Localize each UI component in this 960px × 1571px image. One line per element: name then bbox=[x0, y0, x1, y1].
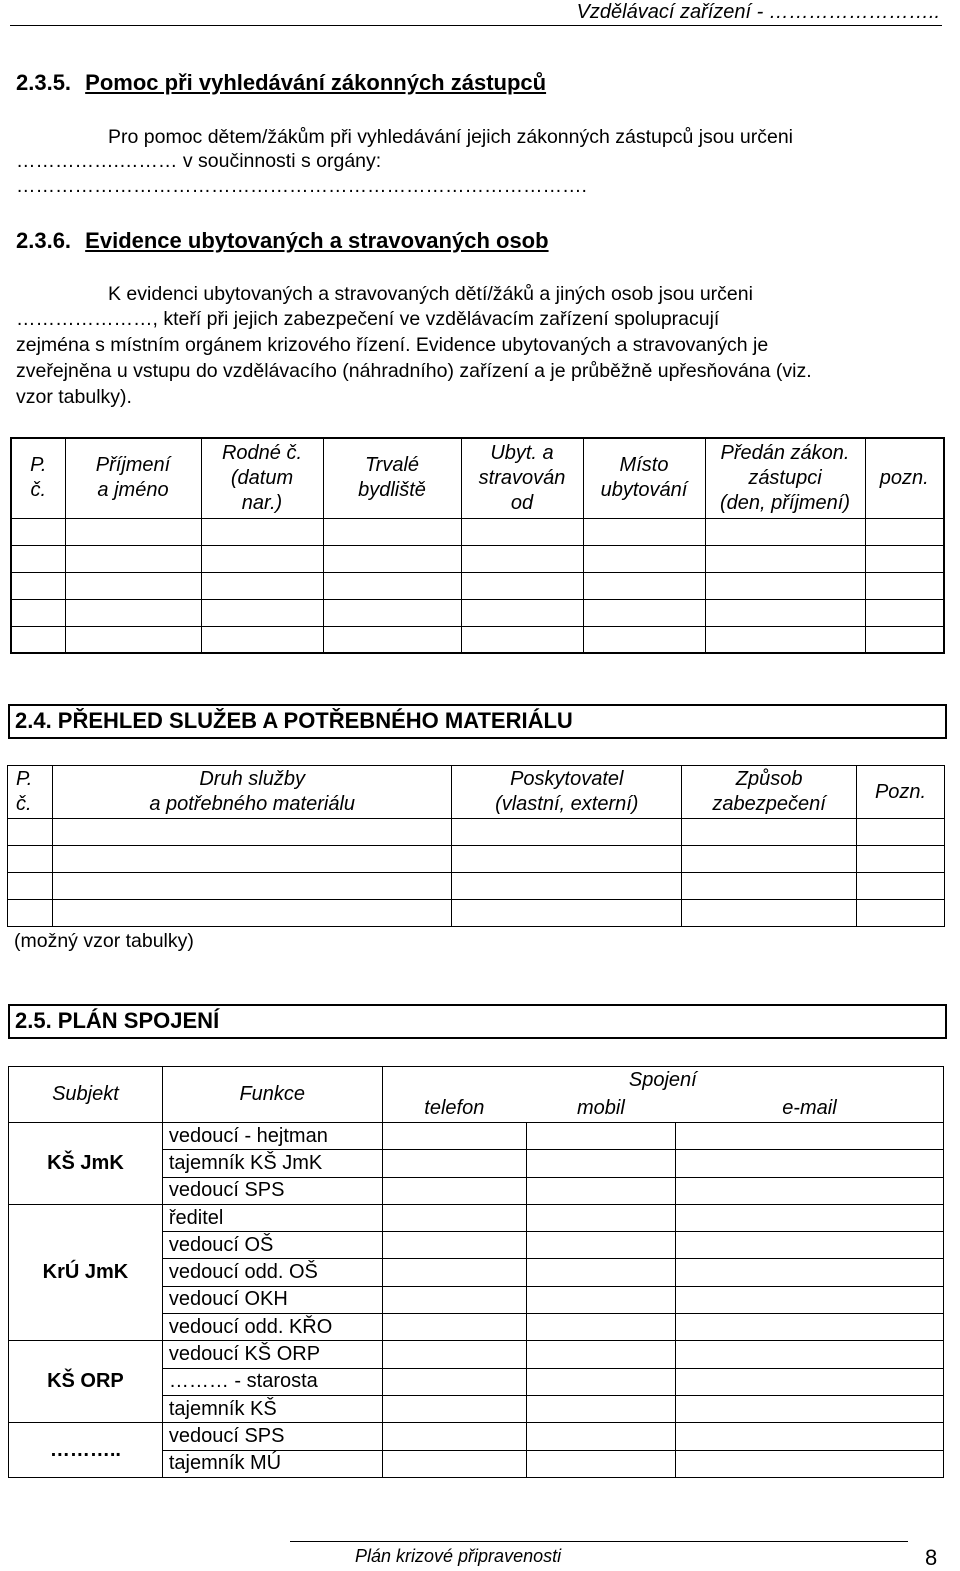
plan-function: vedoucí OŠ bbox=[162, 1232, 382, 1259]
plan-phone-cell bbox=[382, 1368, 526, 1395]
section-235-number: 2.3.5. bbox=[16, 70, 72, 95]
plan-subject: ……….. bbox=[9, 1423, 163, 1478]
plan-mobile-cell bbox=[526, 1450, 676, 1477]
section-235-line2: …………….……… v součinnosti s orgány: bbox=[16, 150, 382, 172]
plan-phone-cell bbox=[382, 1177, 526, 1204]
evidence-header-row bbox=[11, 438, 944, 518]
plan-phone-cell bbox=[382, 1123, 526, 1150]
plan-email-cell bbox=[676, 1450, 944, 1477]
page-number: 8 bbox=[925, 1545, 938, 1570]
plan-email-cell bbox=[676, 1286, 944, 1313]
plan-subject: KŠ ORP bbox=[9, 1341, 163, 1423]
section-235-heading bbox=[16, 70, 546, 96]
services-col-number: P. č. bbox=[8, 766, 53, 819]
services-col-type: Druh služby a potřebného materiálu bbox=[52, 766, 451, 819]
plan-mobile-cell bbox=[526, 1123, 676, 1150]
section-236-number: 2.3.6. bbox=[16, 228, 72, 253]
table-row bbox=[9, 1341, 944, 1368]
plan-function: ……… - starosta bbox=[162, 1368, 382, 1395]
table-row bbox=[9, 1204, 944, 1231]
plan-phone-cell bbox=[382, 1232, 526, 1259]
plan-function: tajemník KŠ JmK bbox=[162, 1150, 382, 1177]
section-25-title: 2.5. PLÁN SPOJENÍ bbox=[8, 1004, 947, 1039]
plan-col-phone: telefon bbox=[382, 1095, 526, 1123]
plan-function: vedoucí odd. KŘO bbox=[162, 1314, 382, 1341]
plan-email-cell bbox=[676, 1177, 944, 1204]
table-row bbox=[8, 873, 945, 900]
evidence-col-birth: Rodné č. (datum nar.) bbox=[201, 438, 323, 518]
plan-mobile-cell bbox=[526, 1150, 676, 1177]
section-236-line2: …………………, kteří při jejich zabezpečení ve vzdělávacím zařízení spolupracují bbox=[16, 308, 720, 330]
table-row bbox=[11, 572, 944, 599]
plan-function: vedoucí - hejtman bbox=[162, 1123, 382, 1150]
plan-col-subject: Subjekt bbox=[9, 1067, 163, 1123]
evidence-table bbox=[10, 437, 945, 654]
contact-plan-table bbox=[8, 1066, 944, 1478]
table-row bbox=[8, 819, 945, 846]
services-col-note: Pozn. bbox=[857, 766, 945, 819]
page-header bbox=[0, 0, 940, 24]
header-rule bbox=[10, 25, 942, 26]
table-row bbox=[11, 626, 944, 653]
plan-subject: KŠ JmK bbox=[9, 1123, 163, 1205]
section-235-title: Pomoc při vyhledávání zákonných zástupců bbox=[85, 70, 547, 95]
plan-phone-cell bbox=[382, 1423, 526, 1450]
table-row bbox=[8, 846, 945, 873]
section-235-line1: Pro pomoc dětem/žákům při vyhledávání jejich zákonných zástupců jsou určeni bbox=[108, 126, 794, 148]
plan-phone-cell bbox=[382, 1395, 526, 1422]
plan-email-cell bbox=[676, 1423, 944, 1450]
plan-phone-cell bbox=[382, 1286, 526, 1313]
header-text: Vzdělávací zařízení - …………………….. bbox=[576, 1, 940, 23]
plan-col-mobile: mobil bbox=[526, 1095, 676, 1123]
section-236-line5: vzor tabulky). bbox=[16, 386, 132, 408]
plan-email-cell bbox=[676, 1150, 944, 1177]
services-table-note: (možný vzor tabulky) bbox=[14, 930, 194, 952]
plan-mobile-cell bbox=[526, 1368, 676, 1395]
section-236-heading bbox=[16, 228, 549, 254]
table-row bbox=[9, 1423, 944, 1450]
evidence-col-name: Příjmení a jméno bbox=[65, 438, 201, 518]
services-header-row bbox=[8, 766, 945, 819]
plan-function: ředitel bbox=[162, 1204, 382, 1231]
plan-phone-cell bbox=[382, 1259, 526, 1286]
plan-email-cell bbox=[676, 1341, 944, 1368]
table-row bbox=[8, 900, 945, 927]
footer-rule bbox=[290, 1541, 908, 1542]
evidence-col-number: P. č. bbox=[11, 438, 65, 518]
plan-phone-cell bbox=[382, 1150, 526, 1177]
plan-mobile-cell bbox=[526, 1423, 676, 1450]
plan-mobile-cell bbox=[526, 1259, 676, 1286]
section-236-title: Evidence ubytovaných a stravovaných osob bbox=[85, 228, 549, 253]
section-235-line3: ……………………………………………………………………………. bbox=[16, 175, 587, 197]
plan-phone-cell bbox=[382, 1204, 526, 1231]
plan-mobile-cell bbox=[526, 1314, 676, 1341]
evidence-col-note: pozn. bbox=[865, 438, 944, 518]
plan-function: vedoucí KŠ ORP bbox=[162, 1341, 382, 1368]
plan-mobile-cell bbox=[526, 1286, 676, 1313]
plan-mobile-cell bbox=[526, 1232, 676, 1259]
evidence-col-place: Místo ubytování bbox=[583, 438, 705, 518]
plan-subject: KrÚ JmK bbox=[9, 1204, 163, 1340]
table-row bbox=[11, 599, 944, 626]
table-row bbox=[11, 518, 944, 545]
section-236-line3: zejména s místním orgánem krizového řízení. Evidence ubytovaných a stravovaných je bbox=[16, 334, 769, 356]
section-236-line4: zveřejněna u vstupu do vzdělávacího (náhradního) zařízení a je průběžně upřesňována (viz. bbox=[16, 360, 812, 382]
section-24-title: 2.4. PŘEHLED SLUŽEB A POTŘEBNÉHO MATERIÁLU bbox=[8, 704, 947, 739]
plan-phone-cell bbox=[382, 1341, 526, 1368]
plan-function: tajemník MÚ bbox=[162, 1450, 382, 1477]
contact-plan-body bbox=[9, 1123, 944, 1478]
plan-mobile-cell bbox=[526, 1395, 676, 1422]
plan-mobile-cell bbox=[526, 1204, 676, 1231]
plan-function: tajemník KŠ bbox=[162, 1395, 382, 1422]
services-col-provider: Poskytovatel (vlastní, externí) bbox=[452, 766, 682, 819]
plan-mobile-cell bbox=[526, 1177, 676, 1204]
evidence-col-accommodated: Ubyt. a stravován od bbox=[461, 438, 583, 518]
plan-col-function: Funkce bbox=[162, 1067, 382, 1123]
evidence-col-residence: Trvalé bydliště bbox=[323, 438, 461, 518]
plan-email-cell bbox=[676, 1259, 944, 1286]
plan-function: vedoucí OKH bbox=[162, 1286, 382, 1313]
plan-function: vedoucí odd. OŠ bbox=[162, 1259, 382, 1286]
section-236-line1: K evidenci ubytovaných a stravovaných dětí/žáků a jiných osob jsou určeni bbox=[108, 283, 753, 305]
services-table bbox=[7, 765, 945, 927]
plan-phone-cell bbox=[382, 1450, 526, 1477]
plan-mobile-cell bbox=[526, 1341, 676, 1368]
plan-email-cell bbox=[676, 1368, 944, 1395]
table-row bbox=[9, 1123, 944, 1150]
plan-function: vedoucí SPS bbox=[162, 1177, 382, 1204]
plan-email-cell bbox=[676, 1395, 944, 1422]
services-col-method: Způsob zabezpečení bbox=[682, 766, 857, 819]
plan-email-cell bbox=[676, 1204, 944, 1231]
plan-col-connection: Spojení bbox=[382, 1067, 943, 1095]
plan-email-cell bbox=[676, 1314, 944, 1341]
evidence-col-handed: Předán zákon. zástupci (den, příjmení) bbox=[705, 438, 865, 518]
plan-phone-cell bbox=[382, 1314, 526, 1341]
plan-email-cell bbox=[676, 1123, 944, 1150]
table-row bbox=[11, 545, 944, 572]
footer-text: Plán krizové připravenosti bbox=[355, 1546, 562, 1566]
plan-email-cell bbox=[676, 1232, 944, 1259]
plan-col-email: e-mail bbox=[676, 1095, 944, 1123]
plan-function: vedoucí SPS bbox=[162, 1423, 382, 1450]
